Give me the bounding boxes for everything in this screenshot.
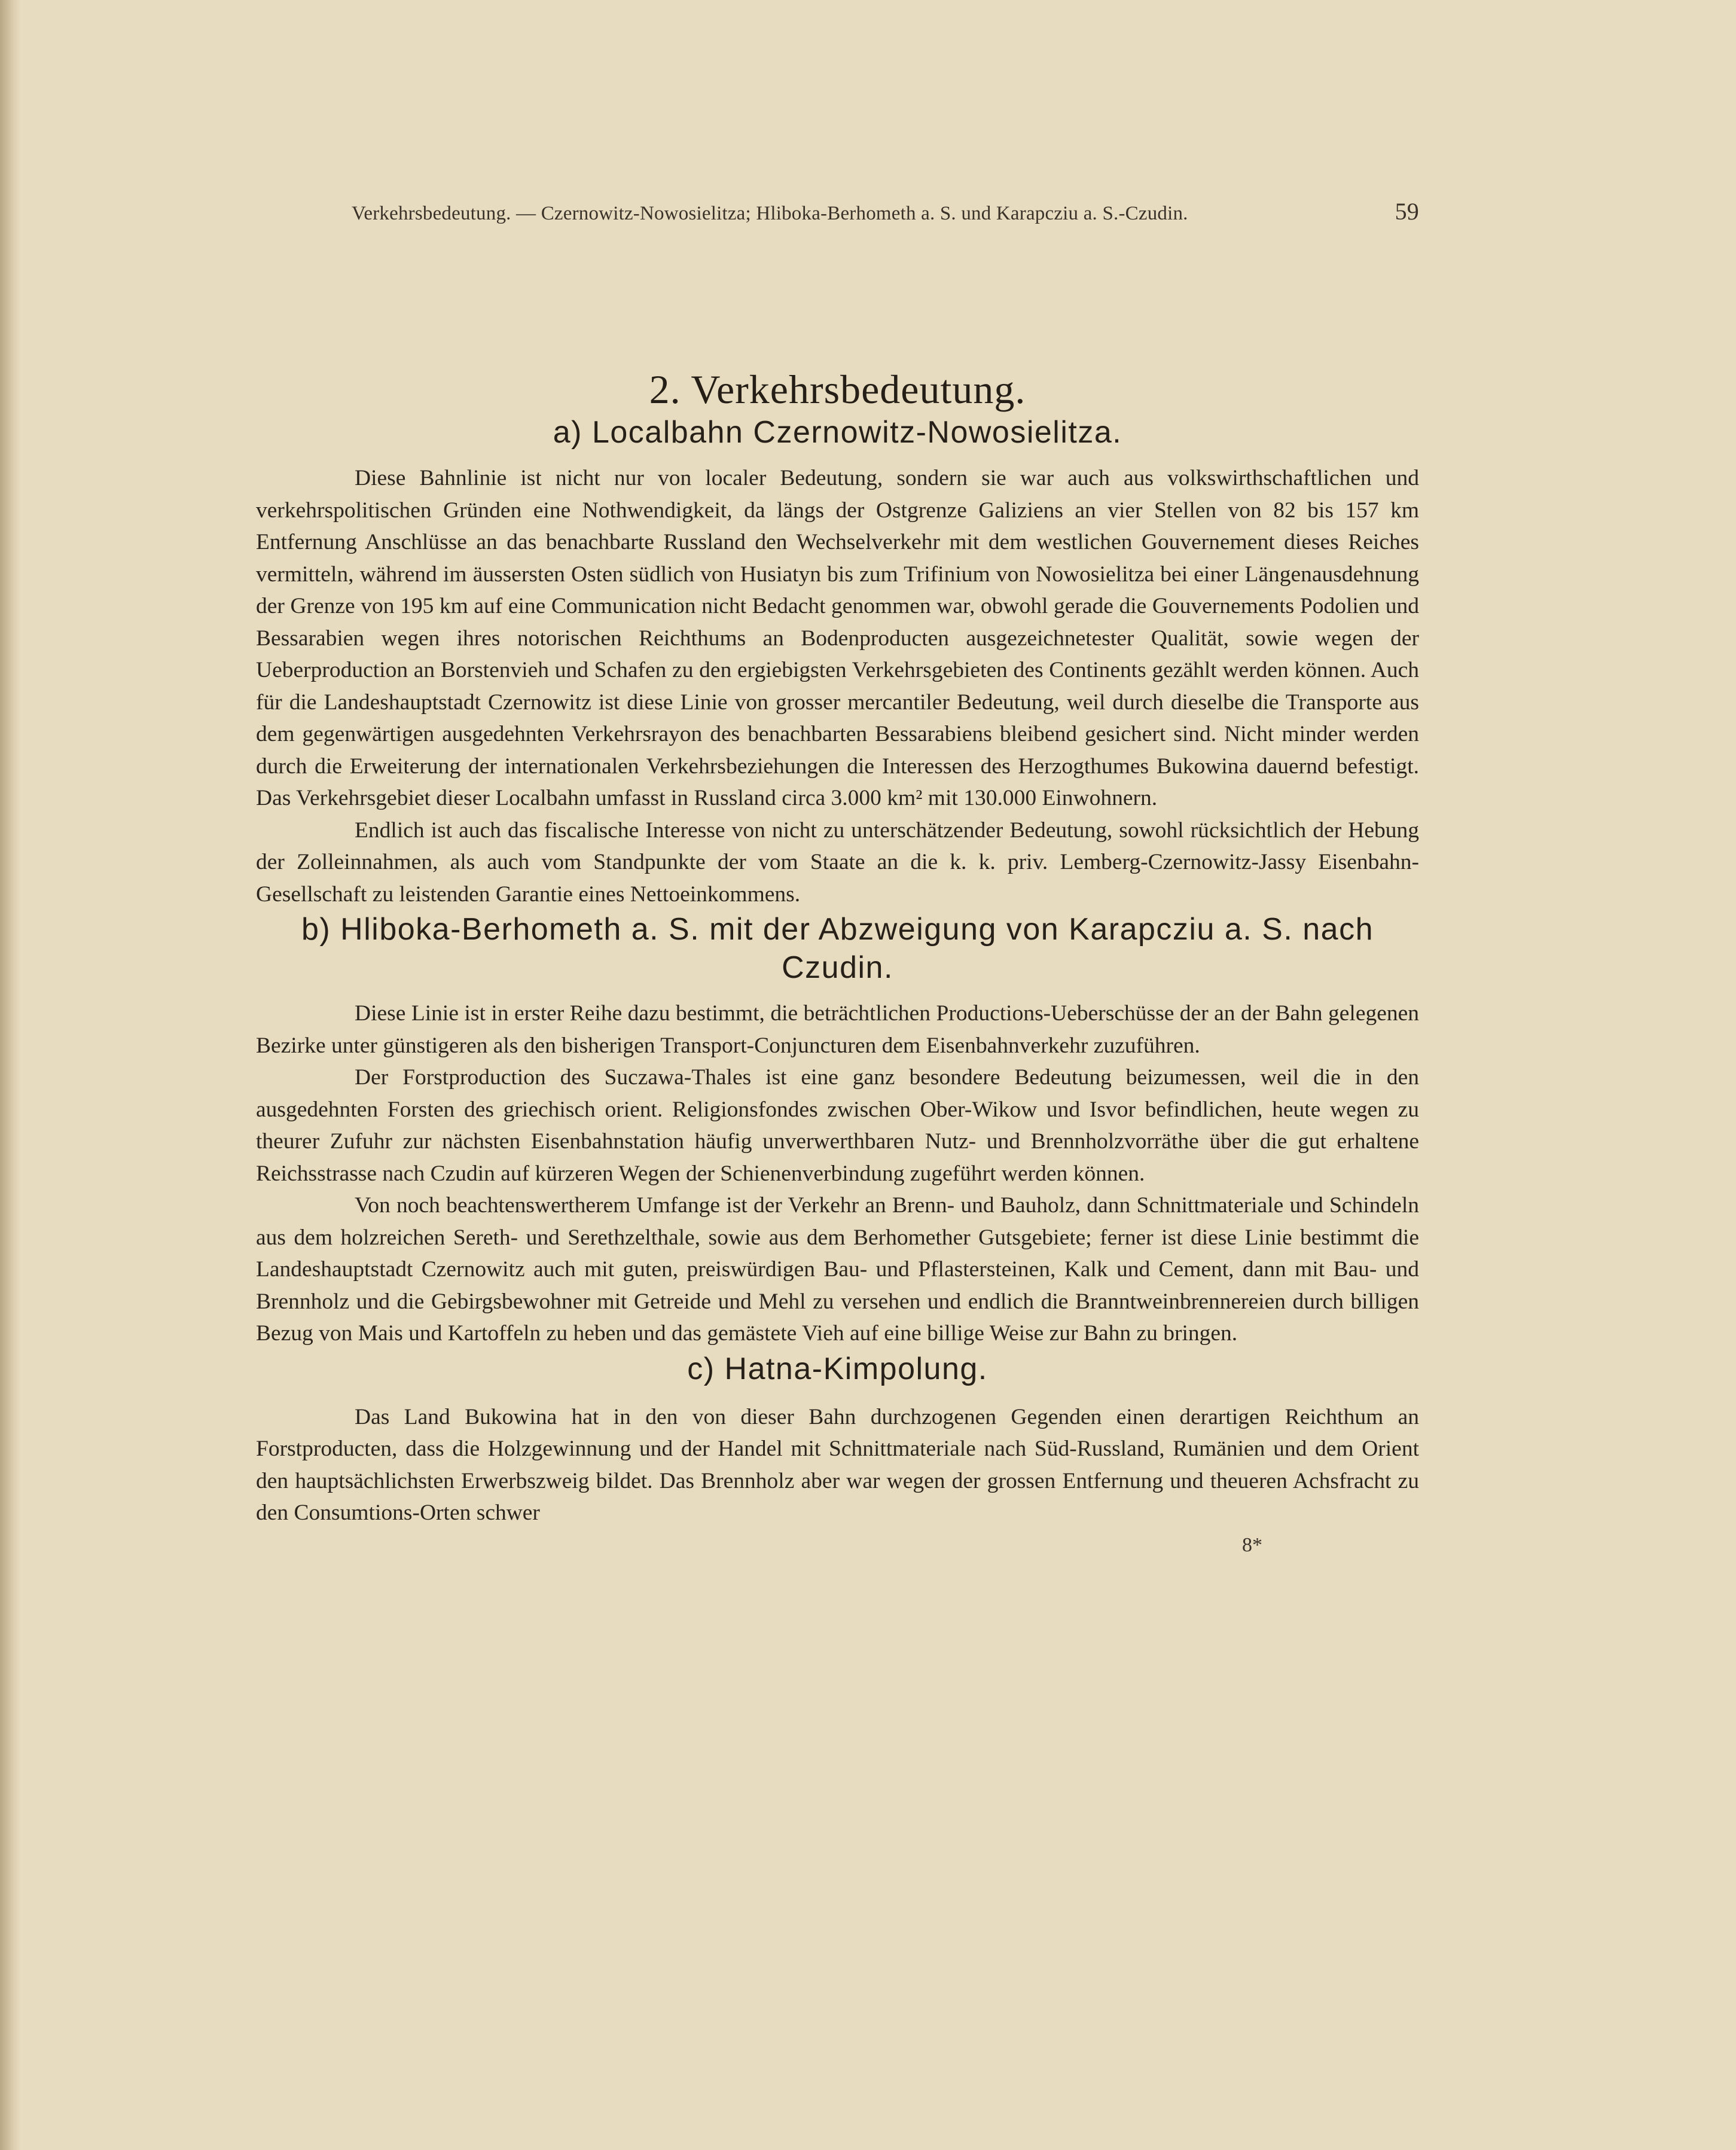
- page-binding-edge: [0, 0, 20, 2150]
- subsection-heading-b: b) Hliboka-Berhometh a. S. mit der Abzweigung von Karapcziu a. S. nach Czudin.: [301, 912, 1374, 985]
- subsection-body-b: [256, 998, 1419, 1350]
- page-number: 59: [1395, 198, 1419, 225]
- subsection-heading-a: a) Localbahn Czernowitz-Nowosielitza.: [553, 415, 1122, 450]
- paragraph: Diese Bahnlinie ist nicht nur von localer Bedeutung, sondern sie war auch aus volkswirthschaftlichen und verkehrspolitischen Gründen eine Nothwendigkeit, da längs der Ostgrenze Galiziens an vier Stellen von 82 bis 157 km Entfernung Anschlüsse an das benachbarte Russland den Wechselverkehr mit dem westlichen Gouvernement dieses Reiches vermitteln, während im äussersten Osten südlich von Husiatyn bis zum Trifinium von Nowosielitza bei einer Längenausdehnung der Grenze von 195 km auf eine Communication nicht Bedacht genommen war, obwohl gerade die Gouvernements Podolien und Bessarabien wegen ihres notorischen Reichthums an Bodenproducten ausgezeichnetester Qualität, sowie wegen der Ueberproduction an Borstenvieh und Schafen zu den ergiebigsten Verkehrsgebieten des Continents gezählt werden können. Auch für die Landeshauptstadt Czernowitz ist diese Linie von grosser mercantiler Bedeutung, weil durch dieselbe die Transporte aus dem gegenwärtigen ausgedehnten Verkehrsrayon des benachbarten Bessarabiens bleibend gesichert sind. Nicht minder werden durch die Erweiterung der internationalen Verkehrsbeziehungen die Interessen des Herzogthumes Bukowina dauernd befestigt. Das Verkehrsgebiet dieser Localbahn umfasst in Russland circa 3.000 km² mit 130.000 Einwohnern.: [256, 466, 1419, 810]
- paragraph: Der Forstproduction des Suczawa-Thales ist eine ganz besondere Bedeutung beizumessen, weil die in den ausgedehnten Forsten des griechisch orient. Religionsfondes zwischen Ober-Wikow und Isvor befindlichen, heute wegen zu theurer Zufuhr zur nächsten Eisenbahnstation häufig unverwerthbaren Nutz- und Brennholzvorräthe über die gut erhaltene Reichsstrasse nach Czudin auf kürzeren Wegen der Schienenverbindung zugeführt werden können.: [256, 1065, 1419, 1186]
- paragraph: Endlich ist auch das fiscalische Interesse von nicht zu unterschätzender Bedeutung, sowohl rücksichtlich der Hebung der Zolleinnahmen, als auch vom Standpunkte der vom Staate an die k. k. priv. Lemberg-Czernowitz-Jassy Eisenbahn-Gesellschaft zu leistenden Garantie eines Nettoeinkommens.: [256, 818, 1419, 907]
- running-head-text: Verkehrsbedeutung. — Czernowitz-Nowosielitza; Hliboka-Berhometh a. S. und Karapcziu a. S.-Czudin.: [352, 203, 1188, 224]
- paragraph: Von noch beachtenswertherem Umfange ist der Verkehr an Brenn- und Bauholz, dann Schnittmateriale und Schindeln aus dem holzreichen Sereth- und Serethzelthale, sowie aus dem Berhomether Gutsgebiete; ferner ist diese Linie bestimmt die Landeshauptstadt Czernowitz auch mit guten, preiswürdigen Bau- und Pflastersteinen, Kalk und Cement, dann mit Bau- und Brennholz und die Gebirgsbewohner mit Getreide und Mehl zu versehen und endlich die Branntweinbrennereien durch billigen Bezug von Mais und Kartoffeln zu heben und das gemästete Vieh auf eine billige Weise zur Bahn zu bringen.: [256, 1193, 1419, 1346]
- subsection-body-c: [256, 1401, 1419, 1529]
- subsection-body-a: [256, 462, 1419, 910]
- section-title: 2. Verkehrsbedeutung.: [649, 367, 1026, 412]
- running-head: [256, 197, 1419, 225]
- subsection-heading-c: c) Hatna-Kimpolung.: [687, 1351, 988, 1386]
- paragraph: Diese Linie ist in erster Reihe dazu bestimmt, die beträchtlichen Productions-Ueberschüsse der an der Bahn gelegenen Bezirke unter günstigeren als den bisherigen Transport-Conjuncturen dem Eisenbahnverkehr zuzuführen.: [256, 1001, 1419, 1058]
- document-page: [256, 197, 1419, 1557]
- signature-mark: 8*: [1242, 1533, 1262, 1556]
- paragraph: Das Land Bukowina hat in den von dieser Bahn durchzogenen Gegenden einen derartigen Reichthum an Forstproducten, dass die Holzgewinnung und der Handel mit Schnittmateriale nach Süd-Russland, Rumänien und dem Orient den hauptsächlichsten Erwerbszweig bildet. Das Brennholz aber war wegen der grossen Entfernung und theueren Achsfracht zu den Consumtions-Orten schwer: [256, 1404, 1419, 1525]
